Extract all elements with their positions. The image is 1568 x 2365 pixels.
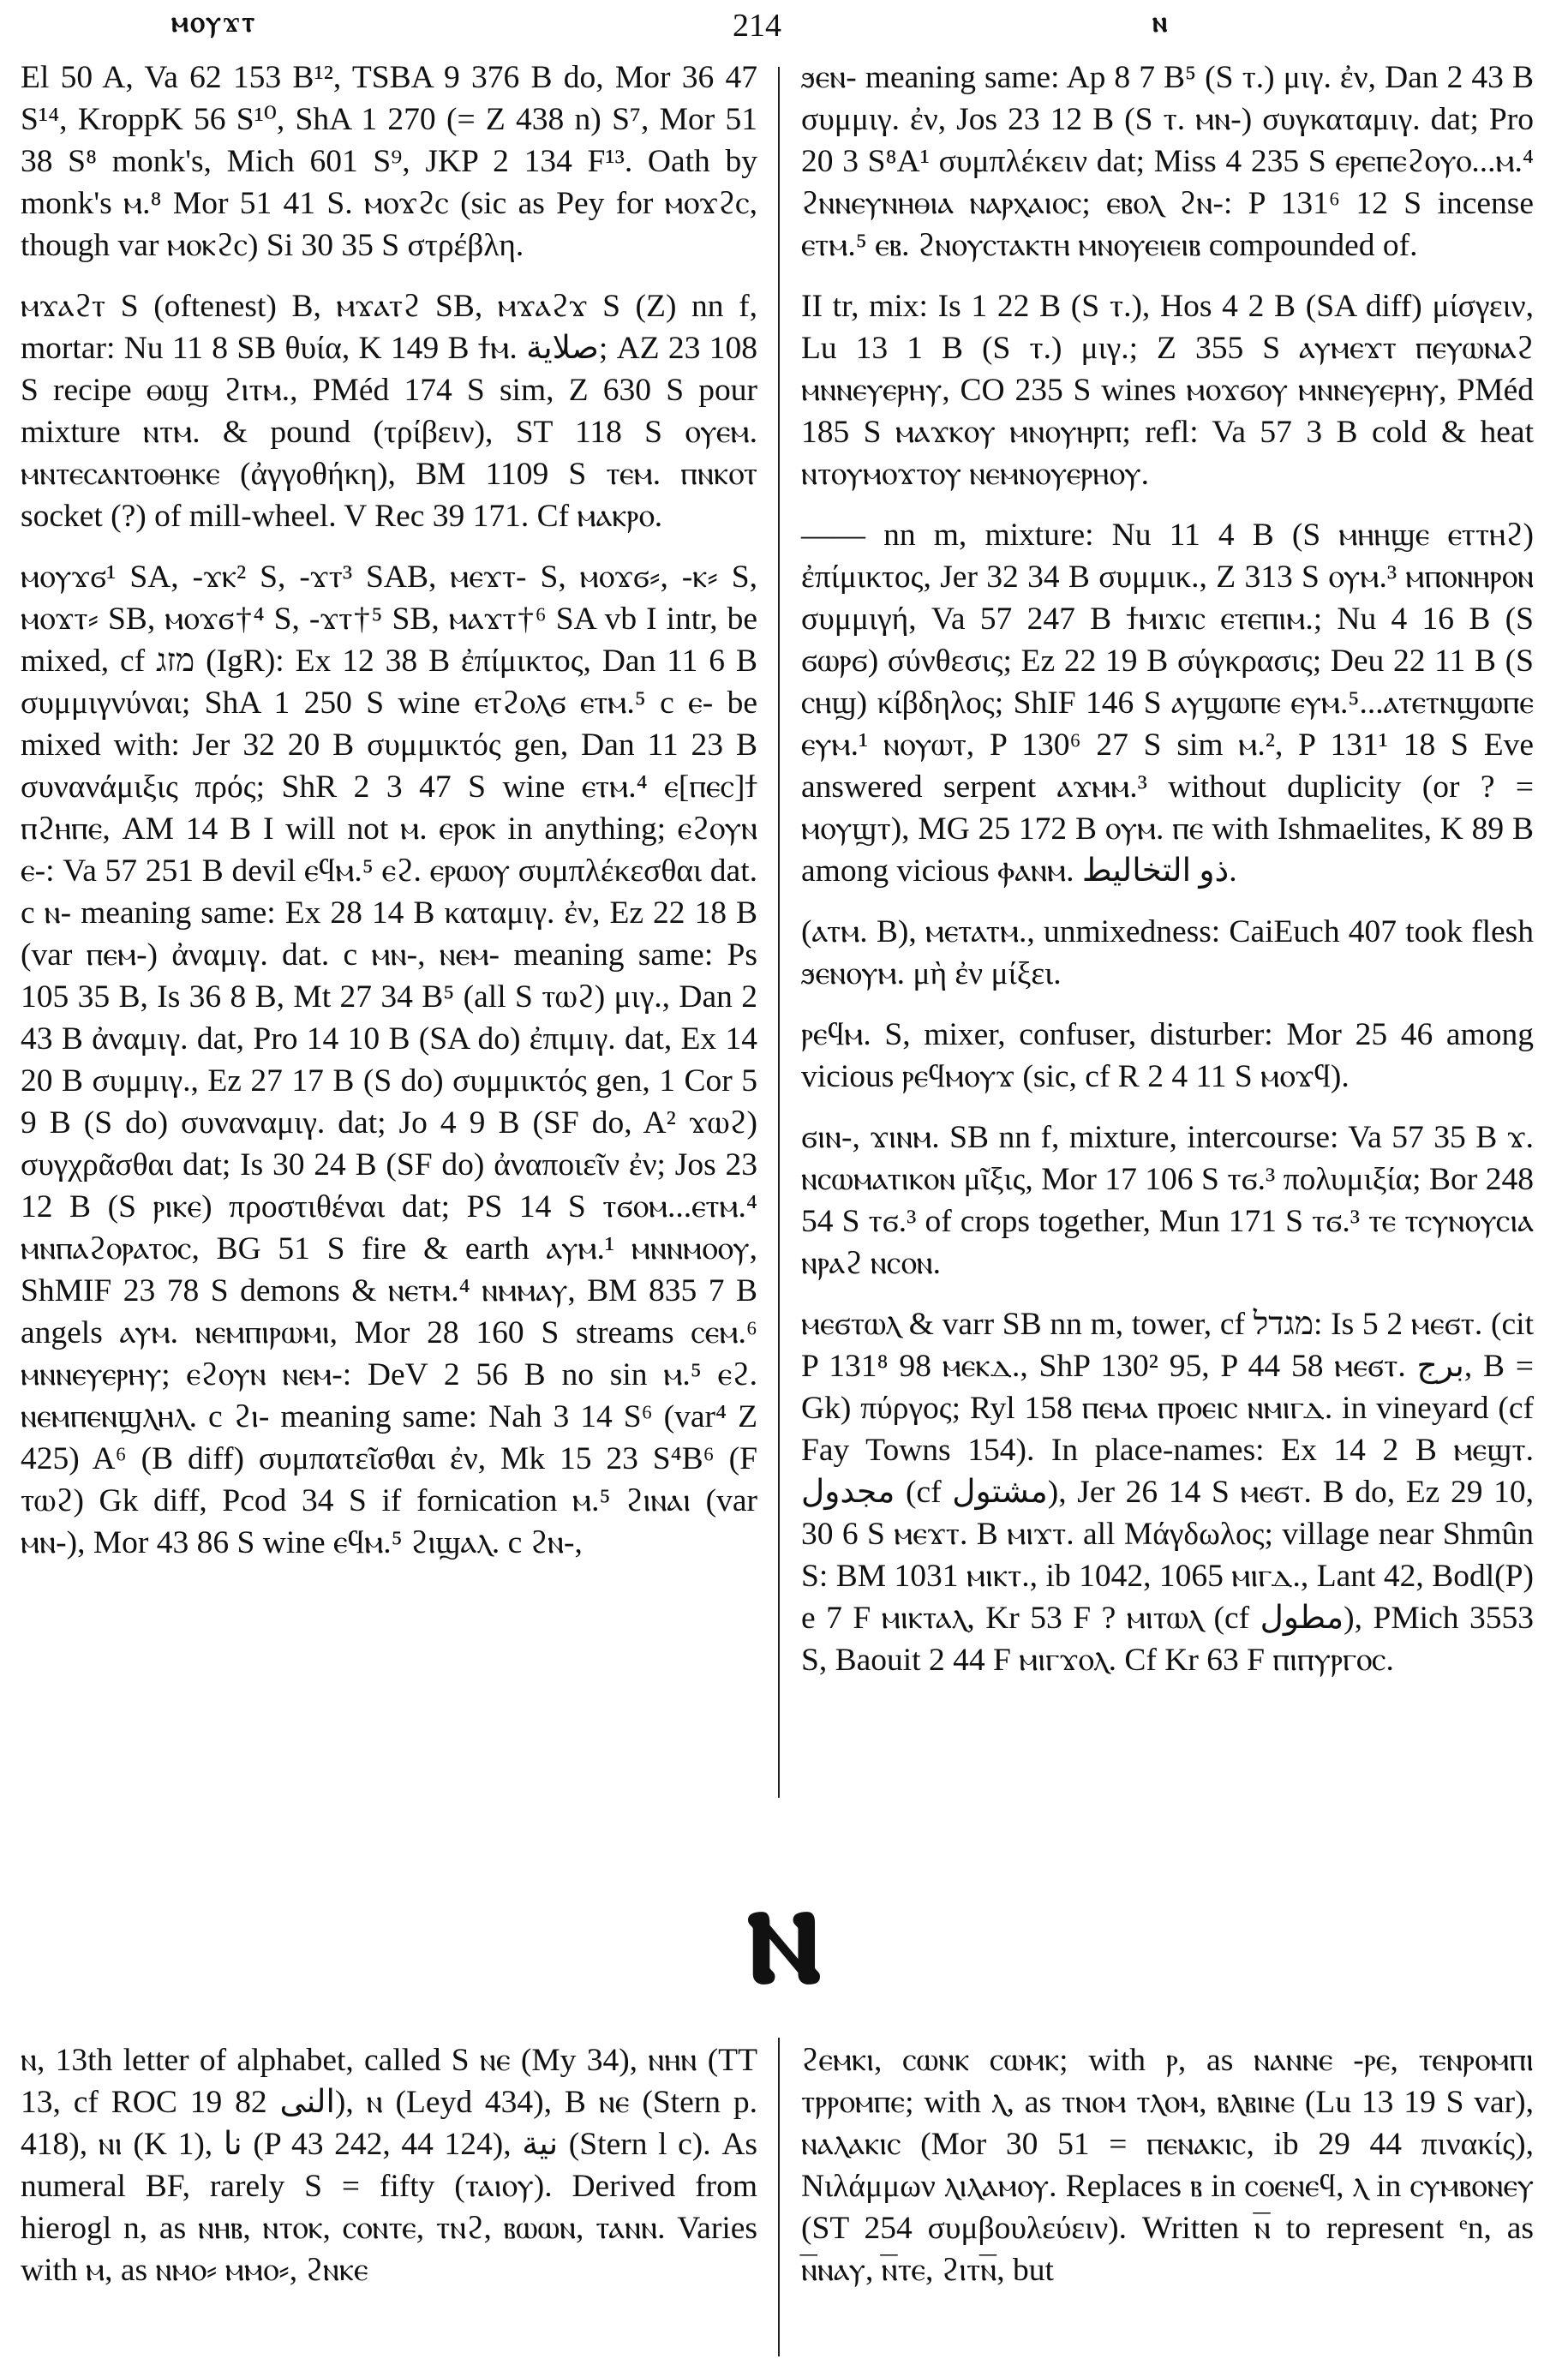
entry-paragraph: II tr, mix: Is 1 22 B (S ⲧ.), Hos 4 2 B (SA diff) μίσγειν, Lu 13 1 B (S ⲧ.) μιγ.; Z 355 S ⲁⲩⲙⲉϫⲧ ⲡⲉⲩⲱⲛⲁϩ ⲙⲛⲛⲉⲩⲉⲣⲏⲩ, CO 235 S wines ⲙⲟϫϭⲟⲩ ⲙⲛⲛⲉⲩⲉⲣⲏⲩ, PMéd 185 S ⲙⲁϫⲕⲟⲩ ⲙⲛⲟⲩⲏⲣⲡ; refl: Va 57 3 B cold & heat ⲛⲧⲟⲩⲙⲟϫⲧⲟⲩ ⲛⲉⲙⲛⲟⲩⲉⲣⲏⲟⲩ.	[801, 289, 1534, 492]
entry-paragraph: ⲙϫⲁϩⲧ S (oftenest) B, ⲙϫⲁⲧϩ SB, ⲙϫⲁϩϫ S (Z) nn f, mortar: Nu 11 8 SB θυία, K 149 B ϯⲙ. ﺻﻼﻳﺔ; AZ 23 108 S recipe ⲑⲱϣ ϩⲓⲧⲙ., PMéd 174 S sim, Z 630 S pour mixture ⲛⲧⲙ. & pound (τρίβειν), ST 118 S ⲟⲩⲉⲙ. ⲙⲛⲧⲉⲥⲁⲛⲧⲟⲑⲏⲕⲉ (ἀγγοθήκη), BM 1109 S ⲧⲉⲙ. ⲡⲛⲕⲟⲧ socket (?) of mill-wheel. V Rec 39 171. Cf ⲙⲁⲕⲣⲟ.	[21, 289, 757, 534]
entry-paragraph: ϭⲓⲛ-, ϫⲓⲛⲙ. SB nn f, mixture, intercourse: Va 57 35 B ϫ. ⲛⲥⲱⲙⲁⲧⲓⲕⲟⲛ μῖξις, Mor 17 106 S ⲧϭ.³ πολυμιξία; Bor 248 54 S ⲧϭ.³ of crops together, Mun 171 S ⲧϭ.³ ⲧⲉ ⲧⲥⲩⲛⲟⲩⲥⲓⲁ ⲛⲣⲁϩ ⲛⲥⲟⲛ.	[801, 1120, 1534, 1281]
bottom-right-column	[801, 2039, 1534, 2310]
entry-paragraph: ⲙⲉϭⲧⲱⲗ & varr SB nn m, tower, cf מגדל: Is 5 2 ⲙⲉϭⲧ. (cit P 131⁸ 98 ⲙⲉⲕⲇ., ShP 130² 95, P 44 58 ⲙⲉϭⲧ. برج, B = Gk) πύργος; Ryl 158 ⲡⲉⲙⲁ ⲡⲣⲟⲉⲓⲥ ⲛⲙⲓⲅⲇ. in vineyard (cf Fay Towns 154). In place-names: Ex 14 2 B ⲙⲉϣⲧ. مجدول (cf مشتول), Jer 26 14 S ⲙⲉϭⲧ. B do, Ez 29 10, 30 6 S ⲙⲉϫⲧ. B ⲙⲓϫⲧ. all Μάγδωλος; village near Shmûn S: BM 1031 ⲙⲓⲕⲧ., ib 1042, 1065 ⲙⲓⲅⲇ., Lant 42, Bodl(P) e 7 F ⲙⲓⲕⲧⲁⲗ, Kr 53 F ? ⲙⲓⲧⲱⲗ (cf مطول), PMich 3553 S, Baouit 2 44 F ⲙⲓⲅϫⲟⲗ. Cf Kr 63 F ⲡⲓⲡⲩⲣⲅⲟⲥ.	[801, 1307, 1535, 1678]
column-divider-top	[778, 67, 780, 1798]
entry-paragraph: El 50 A, Va 62 153 B¹², TSBA 9 376 B do, Mor 36 47 S¹⁴, KroppK 56 S¹⁰, ShA 1 270 (= Z 438 n) S⁷, Mor 51 38 S⁸ monk's, Mich 601 S⁹, JKP 2 134 F¹³. Oath by monk's ⲙ.⁸ Mor 51 41 S. ⲙⲟϫϩⲥ (sic as Pey for ⲙⲟϫϩⲥ, though var ⲙⲟⲕϩⲥ) Si 30 35 S στρέβλη.	[21, 60, 757, 263]
entry-paragraph: ⲣⲉϥⲙ. S, mixer, confuser, disturber: Mor 25 46 among vicious ⲣⲉϥⲙⲟⲩϫ (sic, cf R 2 4 11 S ⲙⲟϫϥ).	[801, 1017, 1534, 1094]
entry-paragraph: ⲛ, 13th letter of alphabet, called S ⲛⲉ (My 34), ⲛⲏⲛ (TT 13, cf ROC 19 82 النى), ⲛ (Leyd 434), B ⲛⲉ (Stern p. 418), ⲛⲓ (K 1), نا (P 43 242, 44 124), نية (Stern l c). As numeral BF, rarely S = fifty (ⲧⲁⲓⲟⲩ). Derived from hierogl n, as ⲛⲏⲃ, ⲛⲧⲟⲕ, ⲥⲟⲛⲧⲉ, ⲧⲛϩ, ⲃⲱⲱⲛ, ⲧⲁⲛⲛ. Varies with ⲙ, as ⲛⲙⲟ⸗ ⲙⲙⲟ⸗, ϩⲛⲕⲉ	[21, 2043, 757, 2288]
column-divider-bottom	[778, 2038, 780, 2356]
page-header	[0, 7, 1568, 48]
running-head-word: ⲙⲟⲩϫⲧ	[171, 7, 257, 39]
running-head-letter: ⲛ	[1152, 7, 1168, 39]
entry-paragraph: ⲙⲟⲩϫϭ¹ SA, -ϫⲕ² S, -ϫⲧ³ SAB, ⲙⲉϫⲧ- S, ⲙⲟϫϭ⸗, -ⲕ⸗ S, ⲙⲟϫⲧ⸗ SB, ⲙⲟϫϭ†⁴ S, -ϫⲧ†⁵ SB, ⲙⲁϫⲧ†⁶ SA vb I intr, be mixed, cf מזג (IgR): Ex 12 38 B ἐπίμικτος, Dan 11 6 B συμμιγνύναι; ShA 1 250 S wine ⲉⲧϩⲟⲗϭ ⲉⲧⲙ.⁵ c ⲉ- be mixed with: Jer 32 20 B συμμικτός gen, Dan 11 23 B συνανάμιξις πρός; ShR 2 3 47 S wine ⲉⲧⲙ.⁴ ⲉ[ⲡⲉⲥ]ϯ ⲡϩⲏⲡⲉ, AM 14 B I will not ⲙ. ⲉⲣⲟⲕ in anything; ⲉϩⲟⲩⲛ ⲉ-: Va 57 251 B devil ⲉϥⲙ.⁵ ⲉϩ. ⲉⲣⲱⲟⲩ συμπλέκεσθαι dat. c ⲛ- meaning same: Ex 28 14 B καταμιγ. ἐν, Ez 22 18 B (var ⲡⲉⲙ-) ἀναμιγ. dat. c ⲙⲛ-, ⲛⲉⲙ- meaning same: Ps 105 35 B, Is 36 8 B, Mt 27 34 B⁵ (all S ⲧⲱϩ) μιγ., Dan 2 43 B ἀναμιγ. dat, Pro 14 10 B (SA do) ἐπιμιγ. dat, Ex 14 20 B συμμιγ., Ez 27 17 B (S do) συμμικτός gen, 1 Cor 5 9 B (S do) συναναμιγ. dat; Jo 4 9 B (SF do, A² ϫⲱϩ) συγχρᾶσθαι dat; Is 30 24 B (SF do) ἀναποιεῖν ἐν; Jos 23 12 B (S ⲣⲓⲕⲉ) προστιθέναι dat; PS 14 S ⲧϭⲟⲙ...ⲉⲧⲙ.⁴ ⲙⲛⲡⲁϩⲟⲣⲁⲧⲟⲥ, BG 51 S fire & earth ⲁⲩⲙ.¹ ⲙⲛⲛⲙⲟⲟⲩ, ShMIF 23 78 S demons & ⲛⲉⲧⲙ.⁴ ⲛⲙⲙⲁⲩ, BM 835 7 B angels ⲁⲩⲙ. ⲛⲉⲙⲡⲓⲣⲱⲙⲓ, Mor 28 160 S streams ⲥⲉⲙ.⁶ ⲙⲛⲛⲉⲩⲉⲣⲏⲩ; ⲉϩⲟⲩⲛ ⲛⲉⲙ-: DeV 2 56 B no sin ⲙ.⁵ ⲉϩ. ⲛⲉⲙⲡⲉⲛϣⲗⲏⲗ. c ϩⲓ- meaning same: Nah 3 14 S⁶ (var⁴ Z 425) A⁶ (B diff) συμπατεῖσθαι ἐν, Mk 15 23 S⁴B⁶ (F ⲧⲱϩ) Gk diff, Pcod 34 S if fornication ⲙ.⁵ ϩⲓⲛⲁⲓ (var ⲙⲛ-), Mor 43 86 S wine ⲉϥⲙ.⁵ ϩⲓϣⲁⲗ. c ϩⲛ-,	[21, 560, 757, 1560]
entry-paragraph: ϧⲉⲛ- meaning same: Ap 8 7 B⁵ (S ⲧ.) μιγ. ἐν, Dan 2 43 B συμμιγ. ἐν, Jos 23 12 B (S ⲧ. ⲙⲛ-) συγκαταμιγ. dat; Pro 20 3 S⁸A¹ συμπλέκειν dat; Miss 4 235 S ⲉⲣⲉⲡⲉϩⲟⲩⲟ...ⲙ.⁴ ϩⲛⲛⲉⲩⲛⲏⲑⲓⲁ ⲛⲁⲣⲭⲁⲓⲟⲥ; ⲉⲃⲟⲗ ϩⲛ-: P 131⁶ 12 S incense ⲉⲧⲙ.⁵ ⲉⲃ. ϩⲛⲟⲩⲥⲧⲁⲕⲧⲏ ⲙⲛⲟⲩⲉⲓⲉⲓⲃ compounded of.	[801, 60, 1534, 263]
entry-paragraph: ϩⲉⲙⲕⲓ, ⲥⲱⲛⲕ ⲥⲱⲙⲕ; with ⲣ, as ⲛⲁⲛⲛⲉ -ⲣⲉ, ⲧⲉⲛⲣⲟⲙⲡⲓ ⲧⲣⲣⲟⲙⲡⲉ; with ⲗ, as ⲧⲛⲟⲙ ⲧⲗⲟⲙ, ⲃⲗⲃⲓⲛⲉ (Lu 13 19 S var), ⲛⲁⲗⲁⲕⲓⲥ (Mor 30 51 = ⲡⲉⲛⲁⲕⲓⲥ, ib 29 44 πινακίς), Νιλάμμων ⲗⲓⲗⲁⲙⲟⲩ. Replaces ⲃ in ⲥⲟⲉⲛⲉϥ, ⲗ in ⲥⲩⲙⲃⲟⲛⲉⲩ (ST 254 συμβουλεύειν). Written ⲛ̅ to represent ᵉn, as ⲛ̅ⲛⲁⲩ, ⲛ̅ⲧⲉ, ϩⲓⲧⲛ̅, but	[801, 2043, 1534, 2288]
entry-paragraph: —— nn m, mixture: Nu 11 4 B (S ⲙⲏⲏϣⲉ ⲉⲧⲧⲏϩ) ἐπίμικτος, Jer 32 34 B συμμικ., Z 313 S ⲟⲩⲙ.³ ⲙⲡⲟⲛⲏⲣⲟⲛ συμμιγή, Va 57 247 B ϯⲙⲓϫⲓⲥ ⲉⲧⲉⲡⲓⲙ.; Nu 4 16 B (S ϭⲱⲣϭ) σύνθεσις; Ez 22 19 B σύγκρασις; Deu 22 11 B (S ⲥⲏϣ) κίβδηλος; ShIF 146 S ⲁⲩϣⲱⲡⲉ ⲉⲩⲙ.⁵...ⲁⲧⲉⲧⲛϣⲱⲡⲉ ⲉⲩⲙ.¹ ⲛⲟⲩⲱⲧ, P 130⁶ 27 S sim ⲙ.², P 131¹ 18 S Eve answered serpent ⲁϫⲙⲙ.³ without duplicity (or ? = ⲙⲟⲩϣⲧ), MG 25 172 B ⲟⲩⲙ. ⲡⲉ with Ishmaelites, K 89 B among vicious ⲫⲁⲛⲙ. ذو التخاليط.	[801, 518, 1534, 889]
section-letter-heading: ⲛ	[746, 1852, 822, 2013]
page-number: 214	[733, 8, 781, 44]
left-column	[21, 57, 757, 1583]
right-column	[801, 57, 1534, 1700]
bottom-left-column	[21, 2039, 757, 2310]
entry-paragraph: (ⲁⲧⲙ. B), ⲙⲉⲧⲁⲧⲙ., unmixedness: CaiEuch 407 took flesh ϧⲉⲛⲟⲩⲙ. μὴ ἐν μίξει.	[801, 914, 1534, 991]
